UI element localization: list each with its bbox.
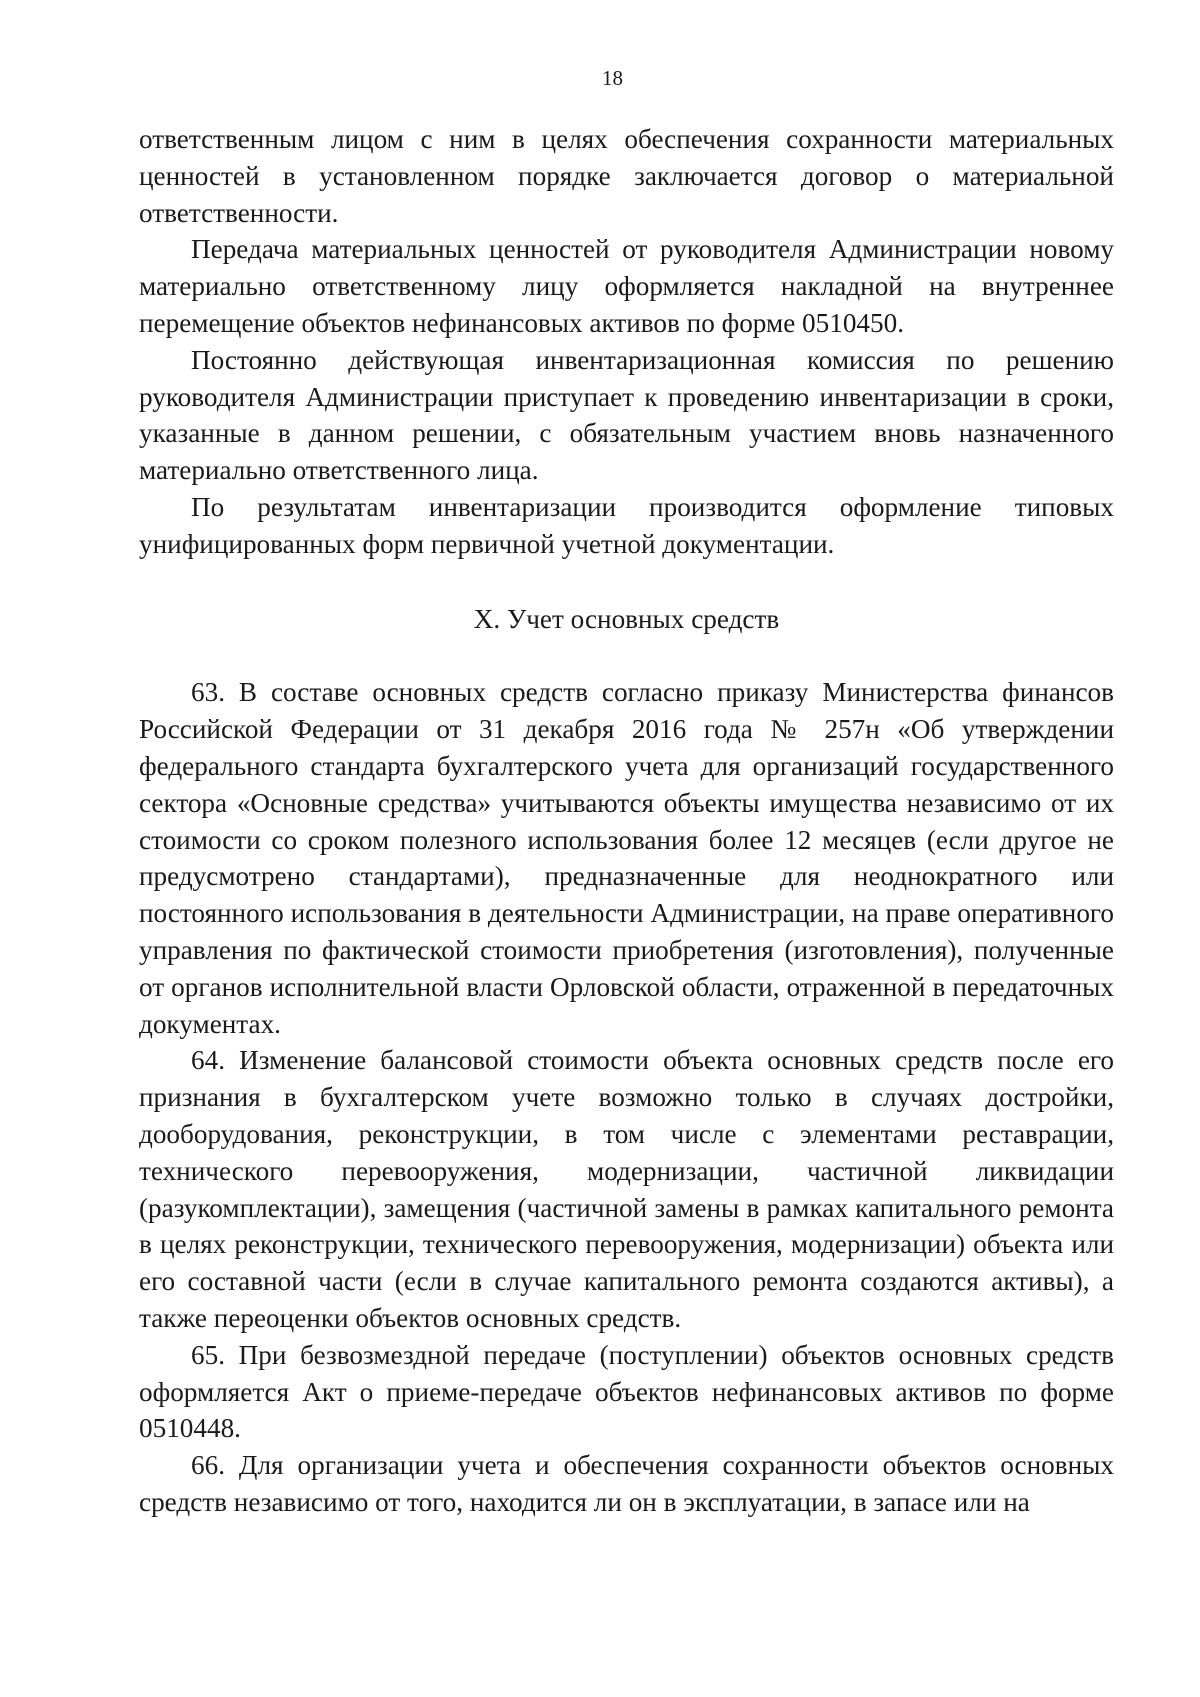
paragraph-66: 66. Для организации учета и обеспечения сохранности объектов основных средств независимо от того, находится ли он в эксплуатации, в запасе или на — [139, 1450, 1114, 1517]
page-number: 18 — [602, 66, 623, 90]
paragraph-inventory-commission: Постоянно действующая инвентаризационная комиссия по решению руководителя Администрации приступает к проведению инвентаризации в сроки, указанные в данном решении, с обязательным участием вновь назначенного материально ответственного лица. — [139, 344, 1114, 486]
paragraph-63: 63. В составе основных средств согласно приказу Министерства финансов Российской Федерации от 31 декабря 2016 года № 257н «Об утверждении федерального стандарта бухгалтерского учета для организаций государственного сектора «Основные средства» учитываются объекты имущества независимо от их стоимости со сроком полезного использования более 12 месяцев (если другое не предусмотрено стандартами), предназначенные для неоднократного или постоянного использования в деятельности Администрации, на праве оперативного управления по фактической стоимости приобретения (изготовления), полученные от органов исполнительной власти Орловской области, отраженной в передаточных документах. — [139, 677, 1114, 1039]
paragraph-64: 64. Изменение балансовой стоимости объекта основных средств после его признания в бухгалтерском учете возможно только в случаях достройки, дооборудования, реконструкции, в том числе с элементами реставрации, технического перевооружения, модернизации, частичной ликвидации (разукомплектации), замещения (частичной замены в рамках капитального ремонта в целях реконструкции, технического перевооружения, модернизации) объекта или его составной части (если в случае капитального ремонта создаются активы), а также переоценки объектов основных средств. — [139, 1045, 1114, 1333]
paragraph-continuation: ответственным лицом с ним в целях обеспечения сохранности материальных ценностей в установленном порядке заключается договор о материальной ответственности. — [139, 124, 1114, 228]
paragraph-transfer: Передача материальных ценностей от руководителя Администрации новому материально ответственному лицу оформляется накладной на внутреннее перемещение объектов нефинансовых активов по форме 0510450. — [139, 234, 1114, 338]
document-body — [139, 121, 1114, 1521]
paragraph-65: 65. При безвозмездной передаче (поступлении) объектов основных средств оформляется Акт о приеме-передаче объектов нефинансовых активов по форме 0510448. — [139, 1339, 1114, 1444]
section-heading: X. Учет основных средств — [473, 603, 780, 634]
paragraph-inventory-results: По результатам инвентаризации производится оформление типовых унифицированных форм первичной учетной документации. — [139, 491, 1114, 559]
